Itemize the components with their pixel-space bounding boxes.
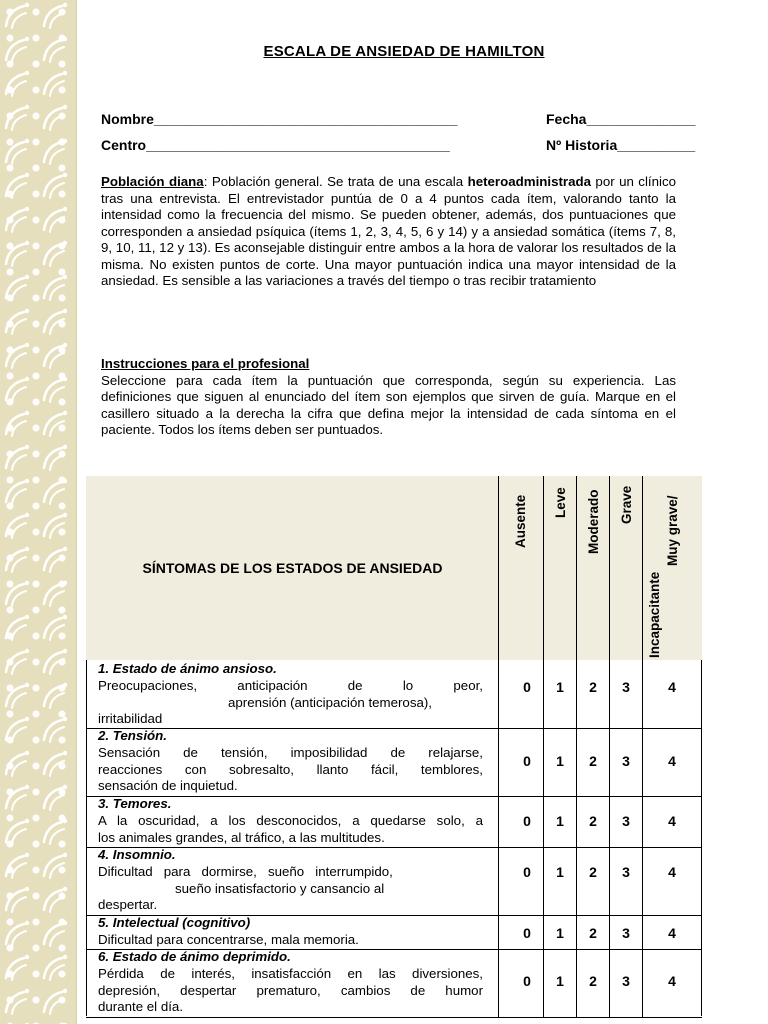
- item-text-line: despertar.: [98, 897, 158, 913]
- item-description: [98, 728, 483, 795]
- poblacion-heading: Población diana: [101, 174, 204, 189]
- score-3[interactable]: 3: [622, 753, 630, 769]
- decorative-side-strip: [0, 0, 77, 1024]
- poblacion-bold: heteroadministrada: [467, 174, 591, 189]
- item-description: [98, 949, 483, 1016]
- item-title: 1. Estado de ánimo ansioso.: [98, 661, 277, 676]
- score-3[interactable]: 3: [622, 813, 630, 829]
- item-text-line: los animales grandes, al tráfico, a las multitudes.: [98, 829, 385, 845]
- score-1[interactable]: 1: [556, 679, 564, 695]
- historia-field[interactable]: Nº Historia__________: [546, 137, 696, 153]
- score-3[interactable]: 3: [622, 679, 630, 695]
- score-0[interactable]: 0: [523, 864, 531, 880]
- score-1[interactable]: 1: [556, 925, 564, 941]
- item-title: 6. Estado de ánimo deprimido.: [98, 949, 291, 964]
- fecha-field[interactable]: Fecha______________: [546, 111, 696, 127]
- item-description: [98, 796, 483, 846]
- item-text-line: durante el día.: [98, 999, 184, 1015]
- item-text-line: sensación de inquietud.: [98, 778, 238, 794]
- table-row: [86, 847, 702, 916]
- poblacion-text-1: : Población general. Se trata de una escala: [203, 174, 468, 189]
- score-1[interactable]: 1: [556, 973, 564, 989]
- col-moderado: [576, 476, 610, 660]
- item-text-line: aprensión (anticipación temerosa),: [228, 694, 432, 710]
- nombre-field[interactable]: Nombre_______________________________________: [101, 111, 458, 127]
- score-0[interactable]: 0: [523, 679, 531, 695]
- item-text-line: Pérdida de interés, insatisfacción en las diversiones,: [98, 965, 483, 981]
- col-grave-label: Grave: [619, 485, 634, 524]
- col-grave: [609, 476, 643, 660]
- score-0[interactable]: 0: [523, 973, 531, 989]
- col-incapacitante-label: Incapacitante: [647, 571, 662, 658]
- table-row: [86, 949, 702, 1018]
- score-2[interactable]: 2: [589, 753, 597, 769]
- item-description: [98, 847, 483, 914]
- item-text-line: Preocupaciones, anticipación de lo peor,: [98, 677, 483, 693]
- score-2[interactable]: 2: [589, 973, 597, 989]
- table-row: [86, 728, 702, 797]
- table-row: [86, 660, 702, 729]
- item-text-line: depresión, despertar prematuro, cambios de humor: [98, 982, 483, 998]
- col-moderado-label: Moderado: [586, 489, 601, 554]
- table-header: [86, 476, 702, 660]
- score-4[interactable]: 4: [668, 813, 676, 829]
- table-row: [86, 915, 702, 950]
- document-title: ESCALA DE ANSIEDAD DE HAMILTON: [263, 43, 545, 60]
- score-2[interactable]: 2: [589, 679, 597, 695]
- item-title: 5. Intelectual (cognitivo): [98, 915, 251, 930]
- item-text-line: A la oscuridad, a los desconocidos, a quedarse solo, a: [98, 812, 483, 828]
- score-1[interactable]: 1: [556, 813, 564, 829]
- score-4[interactable]: 4: [668, 864, 676, 880]
- instrucciones-paragraph: [101, 356, 676, 439]
- score-0[interactable]: 0: [523, 753, 531, 769]
- item-text-line: Dificultad para dormirse, sueño interrumpido,: [98, 863, 393, 879]
- score-4[interactable]: 4: [668, 925, 676, 941]
- item-title: 3. Temores.: [98, 796, 172, 811]
- poblacion-text-2: por un clínico tras una entrevista. El entrevistador puntúa de 0 a 4 puntos cada ítem, valorando tanto la intensidad como la frecuencia del mismo. Se pueden obtener, además, dos puntuaciones que corresponden a ansiedad psíquica (ítems 1, 2, 3, 4, 5, 6 y 14) y a ansiedad somática (ítems 7, 8, 9, 10, 11, 12 y 13). Es aconsejable distinguir entre ambos a la hora de valorar los resultados de la misma. No existen puntos de corte. Una mayor puntuación indica una mayor intensidad de la ansiedad. Es sensible a las variaciones a través del tiempo o tras recibir tratamiento: [101, 174, 676, 288]
- score-3[interactable]: 3: [622, 925, 630, 941]
- col-muy-grave-label: Muy grave/: [665, 495, 680, 566]
- score-1[interactable]: 1: [556, 864, 564, 880]
- score-0[interactable]: 0: [523, 813, 531, 829]
- score-2[interactable]: 2: [589, 864, 597, 880]
- score-3[interactable]: 3: [622, 973, 630, 989]
- col-leve: [543, 476, 577, 660]
- instrucciones-text: Seleccione para cada ítem la puntuación que corresponda, según su experiencia. Las definiciones que siguen al enunciado del ítem son ejemplos que sirven de guía. Marque en el casillero situado a la derecha la cifra que defina mejor la intensidad de cada síntoma en el paciente. Todos los ítems deben ser puntuados.: [101, 372, 676, 437]
- score-2[interactable]: 2: [589, 813, 597, 829]
- col-muy-grave: [642, 476, 703, 660]
- poblacion-paragraph: [101, 174, 676, 290]
- col-leve-label: Leve: [553, 487, 568, 518]
- item-text-line: irritabilidad: [98, 711, 163, 727]
- score-4[interactable]: 4: [668, 679, 676, 695]
- score-1[interactable]: 1: [556, 753, 564, 769]
- item-title: 4. Insomnio.: [98, 847, 176, 862]
- item-text-line: reacciones con sobresalto, llanto fácil, temblores,: [98, 761, 483, 777]
- instrucciones-heading: Instrucciones para el profesional: [101, 356, 310, 371]
- score-0[interactable]: 0: [523, 925, 531, 941]
- col-ausente-label: Ausente: [513, 494, 528, 548]
- item-description: [98, 661, 483, 728]
- score-4[interactable]: 4: [668, 753, 676, 769]
- col-ausente: [498, 476, 544, 660]
- item-title: 2. Tensión.: [98, 728, 167, 743]
- item-description: [98, 915, 483, 949]
- score-2[interactable]: 2: [589, 925, 597, 941]
- item-text-line: sueño insatisfactorio y cansancio al: [175, 880, 385, 896]
- table-row: [86, 796, 702, 848]
- table-header-title: SÍNTOMAS DE LOS ESTADOS DE ANSIEDAD: [142, 560, 443, 576]
- item-text-line: Dificultad para concentrarse, mala memoria.: [98, 931, 359, 947]
- centro-field[interactable]: Centro_______________________________________: [101, 137, 450, 153]
- score-4[interactable]: 4: [668, 973, 676, 989]
- swirl-pattern-icon: [0, 0, 76, 1024]
- score-3[interactable]: 3: [622, 864, 630, 880]
- item-text-line: Sensación de tensión, imposibilidad de relajarse,: [98, 744, 483, 760]
